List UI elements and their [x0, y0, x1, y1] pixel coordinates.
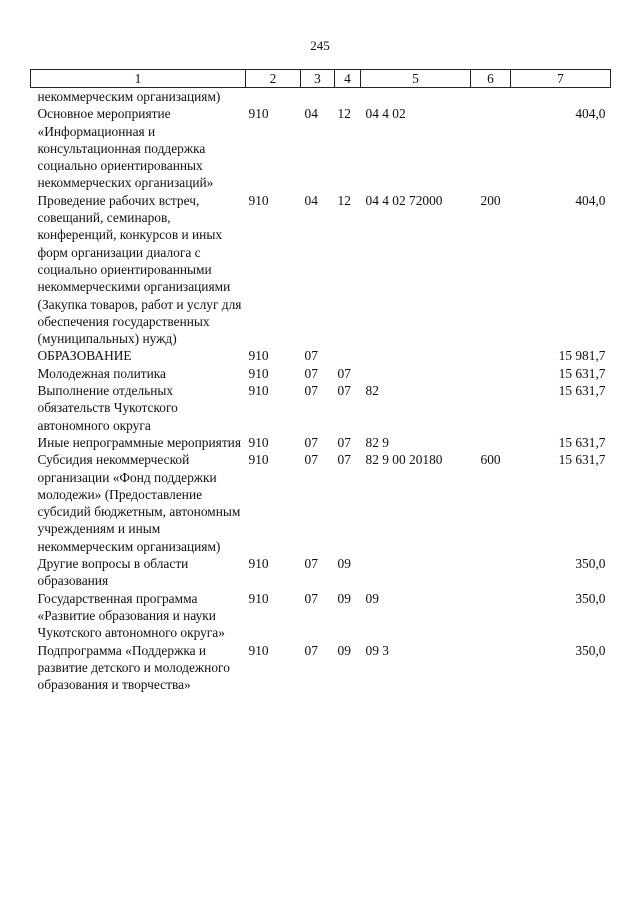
table-row [31, 590, 611, 642]
row-gr: 910 [248, 192, 269, 208]
table-row [31, 365, 611, 382]
row-sum: 350,0 [575, 556, 606, 572]
row-vr [471, 88, 511, 106]
row-pr [335, 88, 361, 106]
row-gr: 910 [248, 434, 269, 450]
row-rz: 04 [304, 192, 318, 208]
row-vr [471, 365, 511, 382]
row-csr: 82 9 00 20180 [365, 452, 443, 468]
row-csr [361, 555, 471, 590]
row-rz: 07 [304, 348, 318, 364]
row-gr: 910 [248, 556, 269, 572]
row-sum: 350,0 [575, 642, 606, 658]
row-gr: 910 [248, 106, 269, 122]
header-col-5: 5 [361, 70, 471, 88]
row-vr [471, 347, 511, 364]
row-rz [301, 88, 335, 106]
budget-table [30, 69, 611, 693]
row-gr: 910 [248, 590, 269, 606]
row-name: Подпрограмма «Поддержка и развитие детского и молодежного образования и творчества» [37, 642, 230, 693]
row-sum [511, 88, 611, 106]
table-row [31, 347, 611, 364]
table-row [31, 555, 611, 590]
row-name: Субсидия некоммерческой организации «Фонд поддержки молодежи» (Предоставление субсидий бюджетным, автономным учреждениям и иным некоммерческим организациям) [37, 452, 241, 554]
table-row [31, 642, 611, 694]
row-pr: 12 [337, 192, 351, 208]
row-pr: 09 [337, 590, 351, 606]
row-vr [471, 434, 511, 451]
row-vr [471, 590, 511, 642]
row-sum: 404,0 [575, 192, 606, 208]
row-pr: 09 [337, 642, 351, 658]
table-row [31, 192, 611, 348]
row-name: Иные непрограммные мероприятия [37, 434, 241, 450]
row-pr: 07 [337, 434, 351, 450]
table-row [31, 382, 611, 434]
row-name: ОБРАЗОВАНИЕ [37, 348, 132, 364]
row-csr: 82 [365, 383, 379, 399]
table-row [31, 434, 611, 451]
row-gr: 910 [248, 348, 269, 364]
row-name: некоммерческим организациям) [37, 89, 221, 104]
header-col-1: 1 [31, 70, 246, 88]
header-col-2: 2 [246, 70, 301, 88]
row-csr: 04 4 02 [365, 106, 406, 122]
row-gr: 910 [248, 452, 269, 468]
row-sum: 15 631,7 [558, 434, 606, 450]
row-gr: 910 [248, 642, 269, 658]
row-gr: 910 [248, 383, 269, 399]
header-col-7: 7 [511, 70, 611, 88]
row-sum: 15 981,7 [558, 348, 606, 364]
row-rz: 07 [304, 434, 318, 450]
row-pr: 07 [337, 452, 351, 468]
row-pr: 12 [337, 106, 351, 122]
row-vr: 600 [480, 452, 501, 468]
row-rz: 07 [304, 590, 318, 606]
row-csr [361, 347, 471, 364]
row-csr: 09 3 [365, 642, 389, 658]
row-name: Выполнение отдельных обязательств Чукотского автономного округа [37, 383, 178, 433]
header-col-4: 4 [335, 70, 361, 88]
row-rz: 07 [304, 556, 318, 572]
row-vr [471, 555, 511, 590]
row-name: Другие вопросы в области образования [37, 556, 189, 589]
row-pr: 07 [337, 365, 351, 381]
table-row [31, 451, 611, 555]
table-header-row [31, 70, 611, 88]
row-rz: 07 [304, 365, 318, 381]
row-sum: 15 631,7 [558, 383, 606, 399]
row-csr: 09 [365, 590, 379, 606]
row-vr [471, 105, 511, 191]
row-sum: 404,0 [575, 106, 606, 122]
row-csr [361, 365, 471, 382]
row-name: Основное мероприятие «Информационная и консультационная поддержка социально ориентированных некоммерческих организаций» [37, 106, 214, 191]
row-csr [361, 88, 471, 106]
row-rz: 07 [304, 642, 318, 658]
row-gr [246, 88, 301, 106]
row-sum: 15 631,7 [558, 452, 606, 468]
table-row [31, 88, 611, 106]
row-vr: 200 [480, 192, 501, 208]
row-name: Молодежная политика [37, 365, 167, 381]
row-sum: 350,0 [575, 590, 606, 606]
row-rz: 04 [304, 106, 318, 122]
row-csr: 04 4 02 72000 [365, 192, 443, 208]
page-number: 245 [310, 38, 330, 53]
row-vr [471, 642, 511, 694]
row-csr: 82 9 [365, 434, 389, 450]
row-sum: 15 631,7 [558, 365, 606, 381]
row-name: Проведение рабочих встреч, совещаний, семинаров, конференций, конкурсов и иных форм организации диалога с социально ориентированными некоммерческими организациями (Закупка товаров, работ и услуг для обеспечения государственных (муниципальных) нужд) [37, 192, 242, 347]
row-vr [471, 382, 511, 434]
header-col-3: 3 [301, 70, 335, 88]
row-pr [335, 347, 361, 364]
table-row [31, 105, 611, 191]
row-name: Государственная программа «Развитие образования и науки Чукотского автономного округа» [37, 590, 225, 641]
row-rz: 07 [304, 452, 318, 468]
row-rz: 07 [304, 383, 318, 399]
row-gr: 910 [248, 365, 269, 381]
header-col-6: 6 [471, 70, 511, 88]
row-pr: 07 [337, 383, 351, 399]
row-pr: 09 [337, 556, 351, 572]
